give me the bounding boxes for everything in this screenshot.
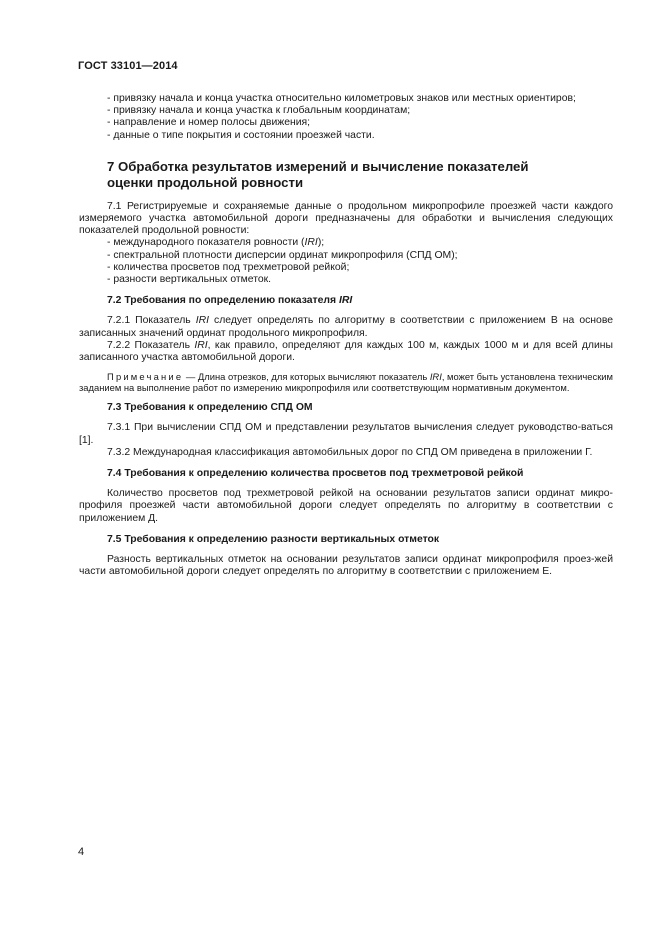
note-text-end: , может быть установлена техническим заданием на выполнение работ по измерению микропрофиля или соответствующим нормативным документом. [79, 371, 613, 394]
paragraph-7-2-1 [79, 315, 613, 339]
p721-text: 7.2.1 Показатель [107, 315, 196, 327]
note-italic: IRI [429, 371, 442, 383]
p721-text-end: следует определять по алгоритму в соответствии с приложением В на основе записанных значений ординат продольного микропрофиля. [79, 315, 614, 339]
document-body [79, 93, 613, 578]
paragraph-7-3-1: 7.3.1 При вычислении СПД ОМ и представлении результатов вычисления следует руководство-ваться [1]. [79, 422, 613, 446]
section-7-2-title [79, 295, 613, 307]
section-7-title [79, 159, 613, 191]
list-item: - привязку начала и конца участка относительно километровых знаков или местных ориентиров; [107, 93, 576, 104]
section-7-2-title-text: 7.2 Требования по определению показателя [107, 295, 339, 307]
paragraph-7-2-2 [79, 340, 613, 364]
p722-italic: IRI [194, 339, 208, 351]
note-text: — Длина отрезков, для которых вычисляют показатель [183, 371, 430, 383]
p722-text-end: , как правило, определяют для каждых 100 м, каждых 1000 м и для всей длины записанного участка автомобильной дороги. [79, 339, 614, 364]
p721-italic: IRI [195, 315, 210, 327]
note-label: Примечание [107, 371, 184, 383]
section-7-3-title: 7.3 Требования к определению СПД ОМ [107, 402, 313, 414]
list-item-text: - международного показателя ровности ( [107, 237, 305, 249]
page-number: 4 [78, 846, 85, 858]
section-7-2-title-italic: IRI [338, 295, 353, 307]
p722-text: 7.2.2 Показатель [107, 339, 195, 351]
document-header: ГОСТ 33101—2014 [78, 60, 178, 72]
list-item-text-end: ); [317, 237, 325, 249]
section-7-5-title: 7.5 Требования к определению разности вертикальных отметок [107, 533, 440, 545]
list-item-italic: IRI [304, 237, 318, 249]
list-item: - спектральной плотности дисперсии ординат микропрофиля (СПД ОМ); [107, 249, 458, 261]
list-item: - количества просветов под трехметровой рейкой; [107, 261, 350, 273]
list-item: - данные о типе покрытия и состоянии проезжей части. [107, 129, 375, 141]
list-item [79, 237, 613, 249]
paragraph-7-3-2: 7.3.2 Международная классификация автомобильных дорог по СПД ОМ приведена в приложении Г. [107, 446, 593, 458]
note-7-2 [79, 371, 613, 393]
paragraph-7-4: Количество просветов под трехметровой рейкой на основании результатов записи ординат микро-профиля проезжей части автомобильной дороги следует определять по алгоритму в соответствии с приложением Д. [79, 488, 613, 524]
list-item: - привязку начала и конца участка к глобальным координатам; [107, 105, 411, 117]
section-7-title-line2: оценки продольной ровности [107, 174, 304, 190]
section-7-title-line1: 7 Обработка результатов измерений и вычисление показателей [107, 158, 529, 174]
list-item: - направление и номер полосы движения; [107, 117, 311, 129]
paragraph-7-5: Разность вертикальных отметок на основании результатов записи ординат микропрофиля проез-жей части автомобильной дороги следует определять по алгоритму в соответствии с приложением Е. [79, 554, 613, 578]
list-item: - разности вертикальных отметок. [107, 274, 272, 286]
paragraph-7-1: 7.1 Регистрируемые и сохраняемые данные о продольном микропрофиле проезжей части каждого измеряемого участка автомобильной дороги предназначены для обработки и вычисления следующих показателей продольной ровности: [79, 200, 613, 237]
section-7-4-title: 7.4 Требования к определению количества просветов под трехметровой рейкой [107, 468, 524, 480]
